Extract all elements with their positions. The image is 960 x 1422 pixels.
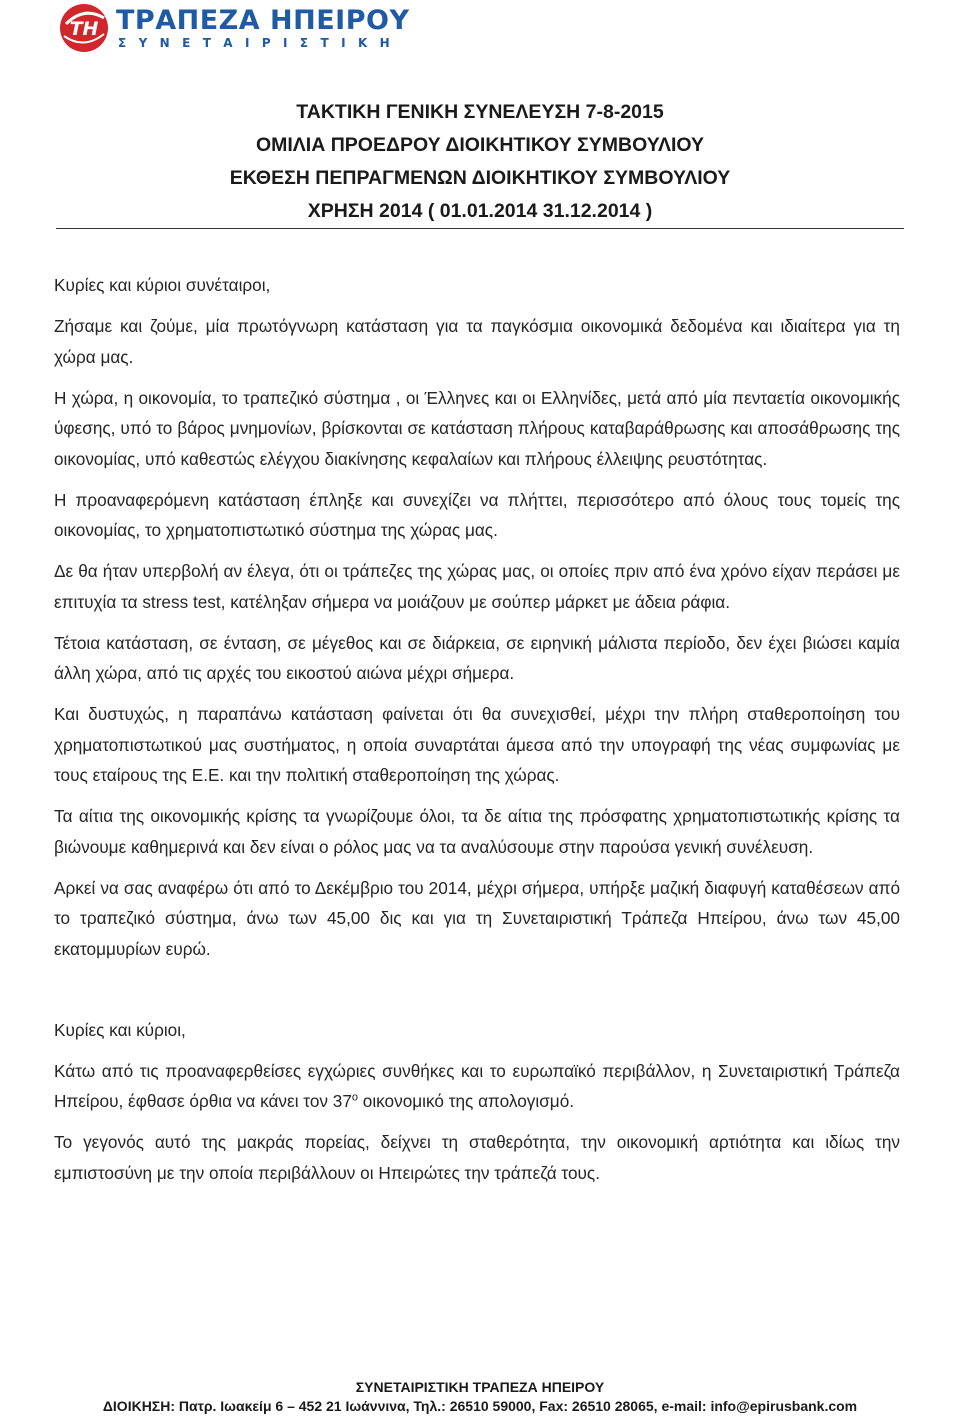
logo-subtitle: ΣΥΝΕΤΑΙΡΙΣΤΙΚΗ [118,36,403,50]
footer-contact: ΔΙΟΙΚΗΣΗ: Πατρ. Ιωακείμ 6 – 452 21 Ιωάννινα, Τηλ.: 26510 59000, Fax: 26510 28065, e-mail: info@epirusbank.com [102,1398,858,1414]
salutation: Κυρίες και κύριοι, [54,1019,186,1040]
paragraph: Και δυστυχώς, η παραπάνω κατάσταση φαίνεται ότι θα συνεχισθεί, μέχρι την πλήρη σταθεροποίηση του χρηματοπιστωτικού μας συστήματος, η οποία συναρτάται άμεσα από την υπογραφή της νέας συμφωνίας με τους εταίρους της Ε.Ε. και την πολιτική σταθεροποίηση της χώρας. [54,704,900,785]
header-line-1: ΤΑΚΤΙΚΗ ΓΕΝΙΚΗ ΣΥΝΕΛΕΥΣΗ 7-8-2015 [296,101,664,123]
logo-name: ΤΡΑΠΕΖΑ ΗΠΕΙΡΟΥ [116,5,410,36]
ordinal-superscript: ο [351,1091,359,1104]
paragraph-text: οικονομικό της απολογισμό. [358,1091,575,1111]
paragraph: Τα αίτια της οικονομικής κρίσης τα γνωρίζουμε όλοι, τα δε αίτια της πρόσφατης χρηματοπιστωτικής κρίσης τα βιώνουμε καθημερινά και δεν είναι ο ρόλος μας να τα αναλύσουμε στην παρούσα γενική συνέλευση. [54,806,900,857]
paragraph: Η προαναφερόμενη κατάσταση έπληξε και συνεχίζει να πλήττει, περισσότερο από όλους τους τομείς της οικονομίας, το χρηματοπιστωτικό σύστημα της χώρας μας. [54,489,900,540]
paragraph [54,1056,900,1117]
bank-logo-mark-icon [58,2,110,54]
paragraph: Τέτοια κατάσταση, σε ένταση, σε μέγεθος και σε διάρκεια, σε ειρηνική μάλιστα περίοδο, δεν έχει βιώσει καμία άλλη χώρα, από τις αρχές του εικοστού αιώνα μέχρι σήμερα. [54,632,900,683]
document-body [54,270,900,1199]
logo-mark-text: TH [69,18,99,40]
header-line-4: ΧΡΗΣΗ 2014 ( 01.01.2014 31.12.2014 ) [307,200,653,222]
header-line-2: ΟΜΙΛΙΑ ΠΡΟΕΔΡΟΥ ΔΙΟΙΚΗΤΙΚΟΥ ΣΥΜΒΟΥΛΙΟΥ [255,134,705,156]
paragraph: Ζήσαμε και ζούμε, μία πρωτόγνωρη κατάσταση για τα παγκόσμια οικονομικά δεδομένα και ιδιαίτερα για τη χώρα μας. [54,316,900,367]
paragraph: Αρκεί να σας αναφέρω ότι από το Δεκέμβριο του 2014, μέχρι σήμερα, υπήρξε μαζική διαφυγή καταθέσεων από το τραπεζικό σύστημα, άνω των 45,00 δις και για τη Συνεταιριστική Τράπεζα Ηπείρου, άνω των 45,00 εκατομμυρίων ευρώ. [54,877,900,959]
page-footer [0,1378,960,1416]
header-divider [56,228,904,229]
bank-logo [58,2,410,54]
paragraph: Το γεγονός αυτό της μακράς πορείας, δείχνει τη σταθερότητα, την οικονομική αρτιότητα και ιδίως την εμπιστοσύνη με την οποία περιβάλλουν οι Ηπειρώτες την τράπεζά τους. [54,1132,900,1183]
header-line-3: ΕΚΘΕΣΗ ΠΕΠΡΑΓΜΕΝΩΝ ΔΙΟΙΚΗΤΙΚΟΥ ΣΥΜΒΟΥΛΙΟΥ [229,167,731,189]
salutation: Κυρίες και κύριοι συνέταιροι, [54,275,271,295]
footer-bank-name: ΣΥΝΕΤΑΙΡΙΣΤΙΚΗ ΤΡΑΠΕΖΑ ΗΠΕΙΡΟΥ [355,1379,605,1395]
spacer [54,975,900,1015]
paragraph: Η χώρα, η οικονομία, το τραπεζικό σύστημα , οι Έλληνες και οι Ελληνίδες, μετά από μία πενταετία οικονομικής ύφεσης, υπό το βάρος μνημονίων, βρίσκονται σε κατάσταση πλήρους καταβαράθρωσης και αποσάθρωσης της οικονομίας, υπό καθεστώς ελέγχου διακίνησης κεφαλαίων και πλήρους έλλειψης ρευστότητας. [54,387,900,469]
paragraph: Δε θα ήταν υπερβολή αν έλεγα, ότι οι τράπεζες της χώρας μας, οι οποίες πριν από ένα χρόνο είχαν περάσει με επιτυχία τα stress test, κατέληξαν σήμερα να μοιάζουν με σούπερ μάρκετ με άδεια ράφια. [54,561,900,612]
document-header [60,96,900,228]
paragraph-text: Κάτω από τις προαναφερθείσες εγχώριες συνθήκες και το ευρωπαϊκό περιβάλλον, η Συνεταιριστική Τράπεζα Ηπείρου, έφθασε όρθια να κάνει τον 37 [54,1060,900,1111]
